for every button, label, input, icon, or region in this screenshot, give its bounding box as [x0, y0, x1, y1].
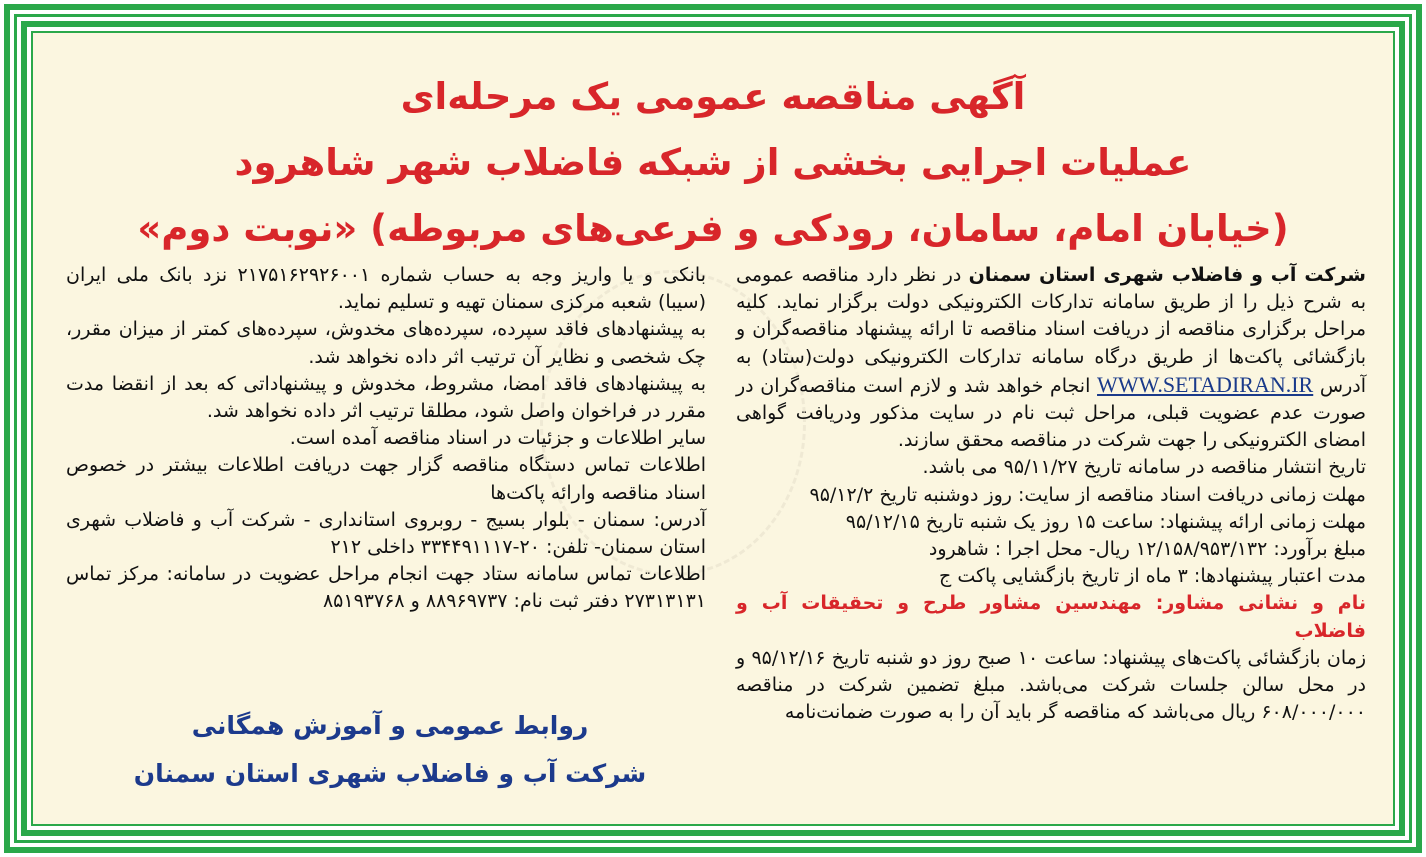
bank-account-paragraph: بانکی و یا واریز وجه به حساب شماره ۲۱۷۵۱۶۲۹۲۶۰۰۱ نزد بانک ملی ایران (سیبا) شعبه مرکزی سمنان تهیه و تسلیم نماید. [66, 264, 706, 314]
right-column [736, 262, 1366, 726]
signature-line-1: روابط عمومی و آموزش همگانی [191, 711, 589, 740]
signature-line-2: شرکت آب و فاضلاب شهری استان سمنان [133, 759, 647, 788]
estimate-amount: مبلغ برآورد: ۱۲/۱۵۸/۹۵۳/۱۳۲ ریال- محل اجرا : شاهرود [928, 538, 1366, 561]
signature-block [120, 702, 660, 798]
address-paragraph: آدرس: سمنان - بلوار بسیج - روبروی استانداری - شرکت آب و فاضلاب شهری استان سمنان- تلفن: ۲۰-۳۳۴۴۹۱۱۱۷ داخلی ۲۱۲ [66, 508, 706, 559]
publish-date: تاریخ انتشار مناقصه در سامانه تاریخ ۹۵/۱۱/۲۷ می باشد. [922, 456, 1366, 479]
deposit-rules-paragraph: به پیشنهادهای فاقد سپرده، سپرده‌های مخدوش، سپرده‌های کمتر از میزان مقرر، چک شخصی و نظایر آن ترتیب اثر داده نخواهد شد. [66, 318, 706, 368]
document-deadline: مهلت زمانی دریافت اسناد مناقصه از سایت: روز دوشنبه تاریخ ۹۵/۱۲/۲ [809, 483, 1366, 506]
opening-time: زمان بازگشائی پاکت‌های پیشنهاد: ساعت ۱۰ صبح روز دو شنبه تاریخ ۹۵/۱۲/۱۶ و در محل سالن جلسات شرکت می‌باشد. مبلغ تضمین شرکت در مناقصه ۶۰۸/۰۰۰/۰۰۰ ریال می‌باشد که مناقصه گر باید آن را به صورت ضمانت‌نامه [736, 646, 1366, 724]
title-line-1: آگهی مناقصه عمومی یک مرحله‌ای [400, 75, 1026, 118]
other-info-paragraph: سایر اطلاعات و جزئیات در اسناد مناقصه آمده است. [289, 427, 706, 450]
intro-company: شرکت آب و فاضلاب شهری استان سمنان [968, 264, 1366, 286]
intro-text: در نظر دارد مناقصه عمومی به شرح ذیل را از طریق سامانه تدارکات الکترونیکی دولت برگزار نماید. کلیه مراحل برگزاری مناقصه از دریافت اسناد مناقصه تا ارائه پیشنهاد مناقصه‌گران و بازگشائی پاکت‌ها از طریق درگاه سامانه تدارکات الکترونیکی دولت(ستاد) به آدرس [736, 264, 1367, 397]
intro-paragraph [736, 262, 1366, 454]
invalid-bids-paragraph: به پیشنهادهای فاقد امضا، مشروط، مخدوش و پیشنهاداتی که بعد از انقضا مدت مقرر در فراخوان واصل شود، مطلقا ترتیب اثر داده نخواهد شد. [66, 372, 706, 423]
title-line-2: عملیات اجرایی بخشی از شبکه فاضلاب شهر شاهرود [234, 141, 1192, 184]
setad-url-link[interactable]: WWW.SETADIRAN.IR [1097, 371, 1314, 397]
after-url-text: انجام خواهد شد و لازم است مناقصه‌گران در صورت عدم عضویت قبلی، مراحل ثبت نام در سایت مذکور ودریافت گواهی امضای الکترونیکی را جهت شرکت در مناقصه محقق سازند. [736, 374, 1366, 452]
left-column [66, 262, 706, 616]
contact-info-paragraph: اطلاعات تماس دستگاه مناقصه گزار جهت دریافت اطلاعات بیشتر در خصوص اسناد مناقصه وارائه پاکت‌ها [66, 454, 706, 504]
consultant-name: نام و نشانی مشاور: مهندسین مشاور طرح و تحقیقات آب و فاضلاب [736, 592, 1366, 642]
bid-validity: مدت اعتبار پیشنهادها: ۳ ماه از تاریخ بازگشایی پاکت ج [939, 565, 1366, 588]
notice-title [40, 64, 1386, 262]
title-line-3: (خیابان امام، سامان، رودکی و فرعی‌های مربوطه) «نوبت دوم» [137, 207, 1289, 250]
setad-contact-paragraph: اطلاعات تماس سامانه ستاد جهت انجام مراحل عضویت در سامانه: مرکز تماس ۲۷۳۱۳۱۳۱ دفتر ثبت نام: ۸۸۹۶۹۷۳۷ و ۸۵۱۹۳۷۶۸ [66, 563, 706, 613]
bid-deadline: مهلت زمانی ارائه پیشنهاد: ساعت ۱۵ روز یک شنبه تاریخ ۹۵/۱۲/۱۵ [845, 510, 1366, 533]
